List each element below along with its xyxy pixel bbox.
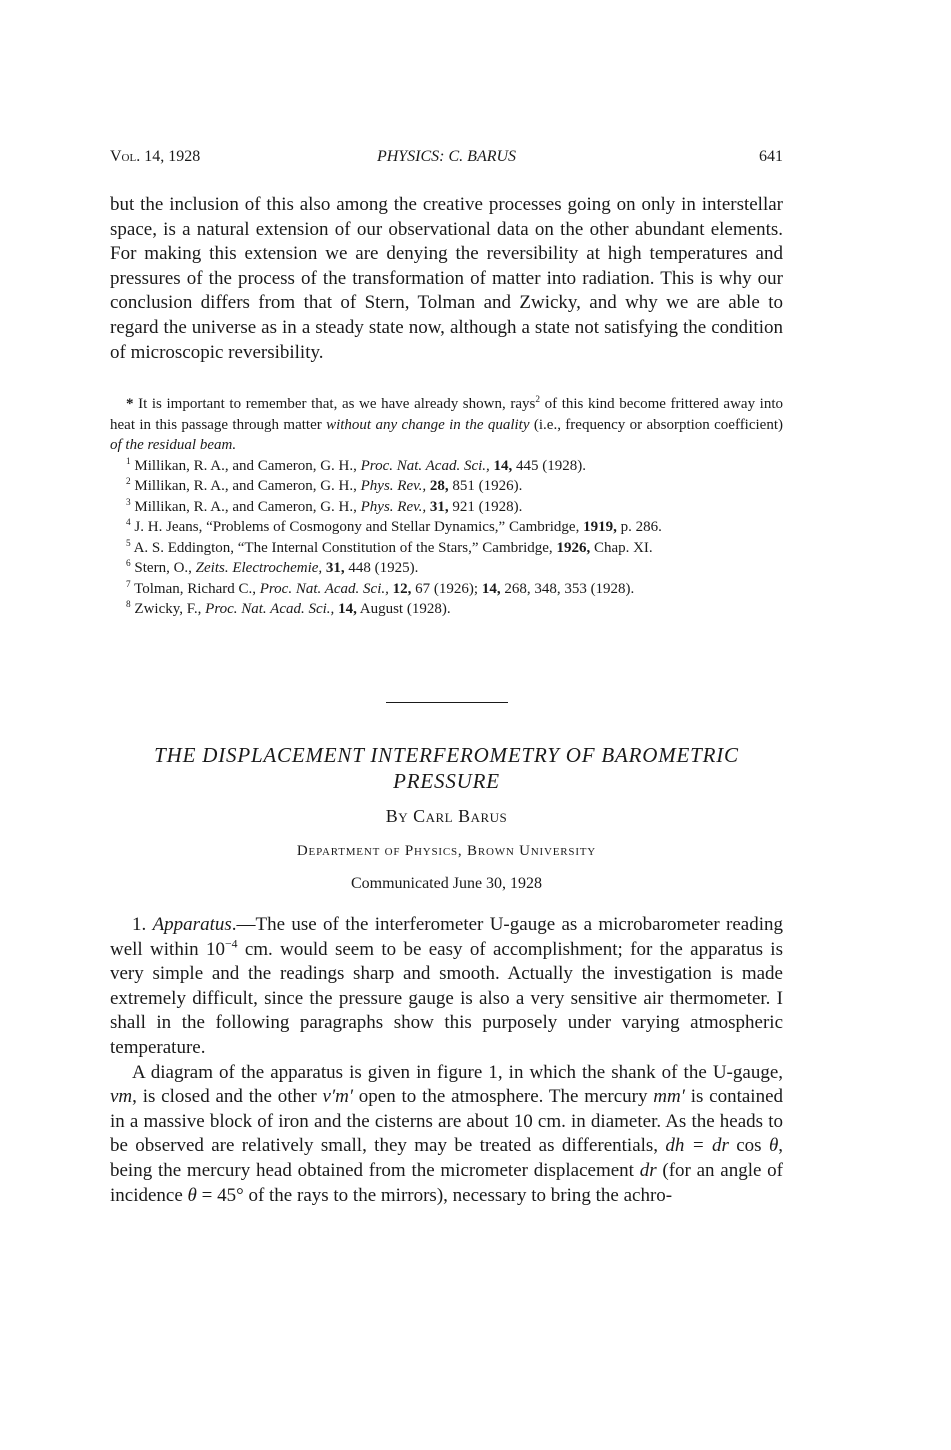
page-number: 641 xyxy=(759,148,783,165)
footnote-star: * It is important to remember that, as we have already shown, rays$^2$ of this kind become frittered away into heat in this passage through matter without any change in the quality (i.e., frequency or absorption coefficient) of the residual beam. xyxy=(110,395,784,453)
apparatus-heading: Apparatus xyxy=(152,914,232,935)
author-byline: By Carl Barus xyxy=(385,806,508,826)
apparatus-paragraph-1: 1. Apparatus.—The use of the interferometer U-gauge as a microbarometer reading well within $10^{-4}$ cm. would seem to be easy of accomplishment; for the apparatus is very simple and the readings sharp and smooth. Actually the investigation is made extremely difficult, since the pressure gauge is also a very sensitive air thermometer. I shall in the following paragraphs show this purposely under varying atmospheric temperature. xyxy=(110,914,783,1058)
section-divider xyxy=(386,702,508,703)
footnote-4: $^4$ J. H. Jeans, “Problems of Cosmogony and Stellar Dynamics,” Cambridge, 1919, p. 286. xyxy=(126,518,662,535)
footnote-3: $^3$ Millikan, R. A., and Cameron, G. H., Phys. Rev., 31, 921 (1928). xyxy=(126,497,523,515)
footnote-2: $^2$ Millikan, R. A., and Cameron, G. H., Phys. Rev., 28, 851 (1926). xyxy=(126,477,523,494)
volume-label: Vol. 14, 1928 xyxy=(110,148,201,165)
section-label: PHYSICS: C. BARUS xyxy=(376,148,517,165)
article-title-line-2: PRESSURE xyxy=(393,769,500,793)
footnote-5: $^5$ A. S. Eddington, “The Internal Constitution of the Stars,” Cambridge, 1926, Chap. XI. xyxy=(126,538,653,556)
footnotes xyxy=(110,394,783,620)
intro-paragraph: but the inclusion of this also among the creative processes going on only in interstellar space, is a natural extension of our observational data on the other abundant elements. For making this extension we are denying the reversibility at high temperatures and pressures of the process of the transformation of matter into radiation. This is why our conclusion differs from that of Stern, Tolman and Zwicky, and why we are able to regard the universe as in a steady state now, although a state not satisfying the condition of microscopic reversibility. xyxy=(110,194,783,363)
apparatus-paragraph-2: A diagram of the apparatus is given in figure 1, in which the shank of the U-gauge, vm, is closed and the other v′m′ open to the atmosphere. The mercury mm′ is contained in a massive block of iron and the cisterns are about 10 cm. in diameter. As the heads to be observed are relatively small, they may be treated as differentials, dh = dr cos θ, being the mercury head obtained from the micrometer displacement dr (for an angle of incidence θ = 45° of the rays to the mirrors), necessary to bring the achro- xyxy=(110,1061,784,1206)
running-head xyxy=(110,148,783,172)
intro-paragraph-block xyxy=(110,193,783,365)
author-affiliation: Department of Physics, Brown University xyxy=(296,843,597,859)
footnote-8: $^8$ Zwicky, F., Proc. Nat. Acad. Sci., 14, August (1928). xyxy=(126,600,451,617)
footnote-1: $^1$ Millikan, R. A., and Cameron, G. H., Proc. Nat. Acad. Sci., 14, 445 (1928). xyxy=(126,456,587,474)
article-title xyxy=(110,742,783,794)
article-title-line-1: THE DISPLACEMENT INTERFEROMETRY OF BAROMETRIC xyxy=(154,743,739,767)
section-apparatus xyxy=(110,913,783,1208)
footnote-6: $^6$ Stern, O., Zeits. Electrochemie, 31, 448 (1925). xyxy=(126,559,419,576)
communicated-date: Communicated June 30, 1928 xyxy=(350,875,543,892)
footnote-7: $^7$ Tolman, Richard C., Proc. Nat. Acad. Sci., 12, 67 (1926); 14, 268, 348, 353 (1928). xyxy=(126,579,635,597)
